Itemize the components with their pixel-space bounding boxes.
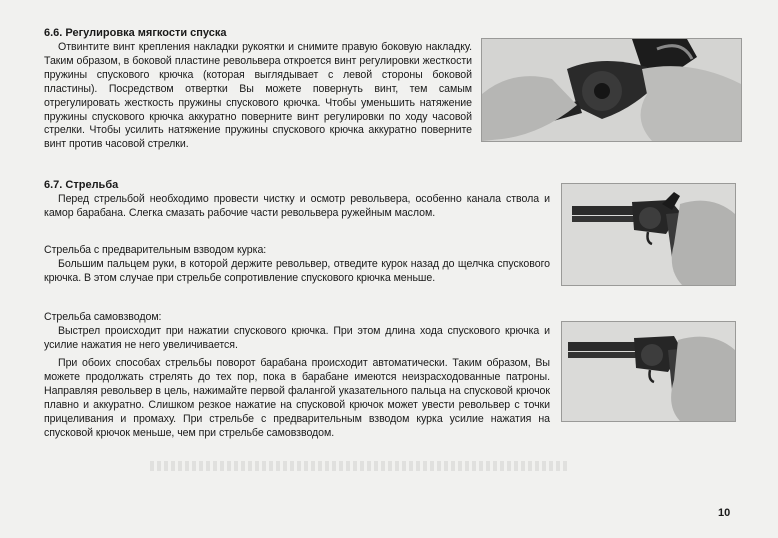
firing-general-paragraph: При обоих способах стрельбы поворот барабана происходит автоматически. Таким образом, Вы можете продолжать стрелять до тех пор, пока в барабане имеются неизрасходованные патроны. Направляя револьвер в цель, нажимайте первой фалангой указательного пальца на спусковой крючок плавно и аккуратно. Слишком резкое нажатие на спусковой крючок может увести револьвер с точки прицеливания и промаху. При стрельбе с предварительным взводом курка усилие нажатия на спусковой крючок меньше, чем при стрельбе самовзводом.	[44, 357, 550, 439]
section-67-intro	[44, 193, 550, 221]
section-66-paragraph: Отвинтите винт крепления накладки рукоятки и снимите правую боковую накладку. Таким образом, в боковой пластине револьвера откроется винт регулировки жесткости пружины спускового крючка (которая выглядывает с левой стороны боковой пластины). Посредством отвертки Вы можете повернуть винт, тем самым отрегулировать жесткость пружины спускового крючка. Чтобы уменьшить натяжение пружины спускового крючка аккуратно поверните винт регулировки по ходу часовой стрелки. Чтобы усилить натяжение пружины спускового крючка аккуратно поверните винт против часовой стрелки.	[44, 41, 472, 151]
single-action-block	[44, 244, 550, 286]
firing-general-block	[44, 357, 550, 440]
section-67-intro-paragraph: Перед стрельбой необходимо провести чистку и осмотр револьвера, особенно канала ствола и камор барабана. Слегка смазать рабочие части револьвера ружейным маслом.	[44, 193, 550, 219]
single-action-title: Стрельба с предварительным взводом курка:	[44, 244, 267, 256]
photo-revolver-double-action	[561, 321, 736, 422]
double-action-block	[44, 311, 550, 353]
page-number: 10	[718, 507, 731, 519]
double-action-title: Стрельба самовзводом:	[44, 311, 162, 323]
photo-screwdriver-adjustment	[481, 38, 742, 142]
photo-revolver-hammer-cocked	[561, 183, 736, 286]
single-action-text: Большим пальцем руки, в которой держите револьвер, отведите курок назад до щелчка спускового крючка. В этом случае при стрельбе сопротивление спускового крючка меньше.	[44, 257, 550, 284]
section-67-heading: 6.7. Стрельба	[44, 179, 119, 191]
section-66-text	[44, 41, 472, 152]
bleed-through-text	[150, 461, 570, 471]
section-66-heading: 6.6. Регулировка мягкости спуска	[44, 27, 227, 39]
double-action-text: Выстрел происходит при нажатии спускового крючка. При этом длина хода спускового крючка и усилие нажатия не него увеличивается.	[44, 324, 550, 351]
